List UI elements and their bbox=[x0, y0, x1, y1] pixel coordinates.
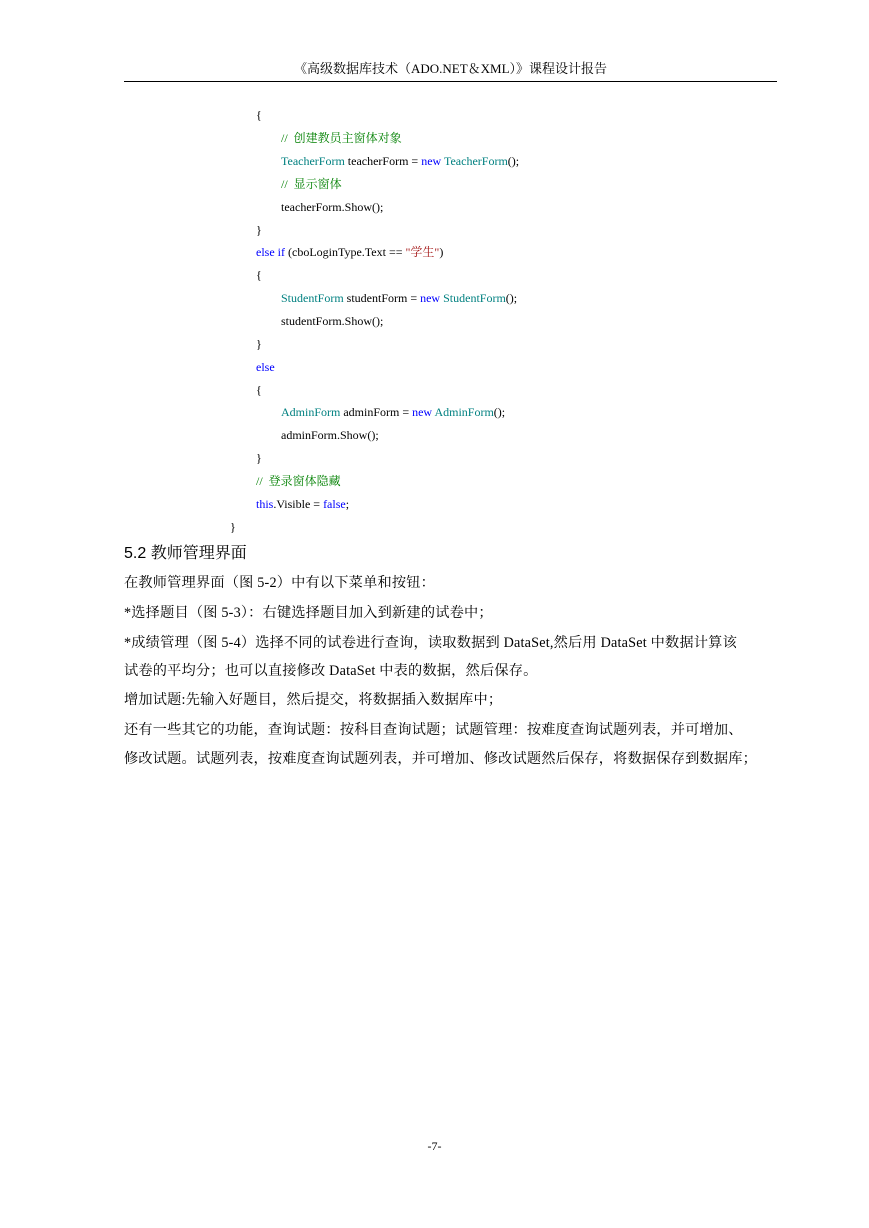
header-rule bbox=[124, 81, 777, 82]
code-line: TeacherForm teacherForm = new TeacherForm(); bbox=[281, 154, 520, 168]
code-line: } bbox=[256, 337, 262, 351]
code-line: adminForm.Show(); bbox=[281, 428, 379, 442]
code-line: } bbox=[230, 520, 236, 534]
page-number: -7- bbox=[427, 1139, 442, 1153]
paragraph-line: 修改试题。试题列表，按难度查询试题列表，并可增加、修改试题然后保存，将数据保存到数据库； bbox=[124, 751, 758, 767]
code-comment: // 登录窗体隐藏 bbox=[256, 474, 341, 488]
paragraph: 在教师管理界面（图 5-2）中有以下菜单和按钮： bbox=[124, 575, 436, 591]
code-line: StudentForm studentForm = new StudentForm(); bbox=[281, 291, 518, 305]
code-line: else if (cboLoginType.Text == "学生") bbox=[256, 245, 444, 259]
section-heading: 5.2 教师管理界面 bbox=[124, 545, 247, 562]
code-comment: // 创建教员主窗体对象 bbox=[281, 131, 402, 145]
code-line: this.Visible = false; bbox=[256, 497, 350, 511]
paragraph-line: 试卷的平均分；也可以直接修改 DataSet 中表的数据，然后保存。 bbox=[124, 663, 538, 679]
code-line: { bbox=[256, 383, 262, 397]
code-line: else bbox=[256, 360, 275, 374]
page-header-title: 《高级数据库技术（ADO.NET＆XML）》课程设计报告 bbox=[293, 61, 608, 76]
paragraph-line: 还有一些其它的功能，查询试题：按科目查询试题；试题管理：按难度查询试题列表，并可增加、 bbox=[124, 722, 743, 738]
paragraph: 增加试题:先输入好题目，然后提交，将数据插入数据库中； bbox=[124, 692, 503, 708]
code-line: { bbox=[256, 108, 262, 122]
code-line: } bbox=[256, 223, 262, 237]
code-line: teacherForm.Show(); bbox=[281, 200, 384, 214]
code-line: { bbox=[256, 268, 262, 282]
paragraph: *选择题目（图 5-3）：右键选择题目加入到新建的试卷中； bbox=[124, 605, 493, 621]
code-comment: // 显示窗体 bbox=[281, 177, 342, 191]
code-line: } bbox=[256, 451, 262, 465]
paragraph-line: *成绩管理（图 5-4）选择不同的试卷进行查询，读取数据到 DataSet,然后用 DataSet 中数据计算该 bbox=[124, 635, 737, 651]
code-line: AdminForm adminForm = new AdminForm(); bbox=[281, 405, 506, 419]
code-line: studentForm.Show(); bbox=[281, 314, 384, 328]
